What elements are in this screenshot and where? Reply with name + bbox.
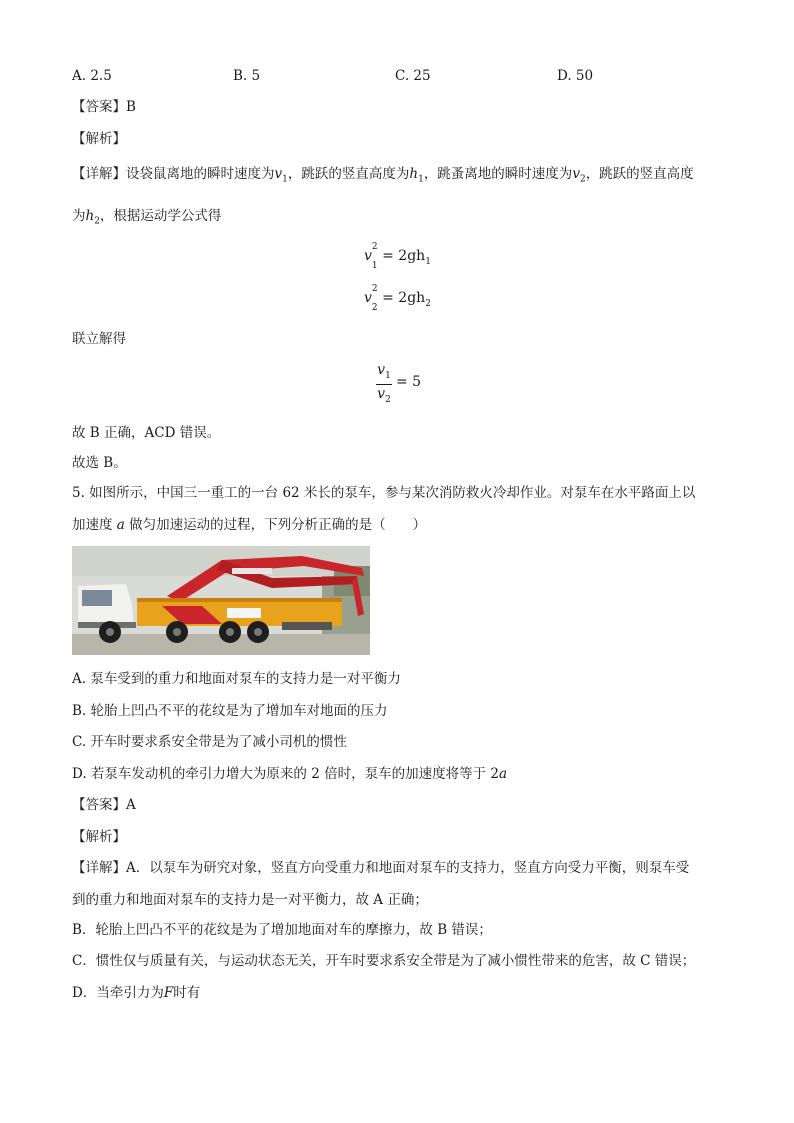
q5-detail-a1: 【详解】A．以泵车为研究对象，竖直方向受重力和地面对泵车的支持力，竖直方向受力平衡，则泵车受 [72, 860, 690, 876]
q4-option-a: A. 2.5 [72, 68, 112, 84]
equation-1: v 2 $_1 = 2gh_1$ [364, 242, 431, 271]
detail-tag: 【详解】 [72, 166, 126, 182]
q5-detail-d: D．当牵引力为F时有 [72, 985, 201, 1001]
var-F: F [163, 985, 174, 1001]
var-v1: $v_1$ [274, 166, 288, 185]
q4-detail-line1: 【详解】设袋鼠离地的瞬时速度为$v_1$，跳跃的竖直高度为$h_1$，跳蚤离地的瞬时速度为$v_2$，跳跃的竖直高度 [72, 166, 694, 185]
var-v2: $v_2$ [572, 166, 586, 185]
q5-option-b: B. 轮胎上凹凸不平的花纹是为了增加车对地面的压力 [72, 703, 388, 719]
pump-truck-illustration [72, 546, 370, 655]
q4-detail-line2: 为$h_2$，根据运动学公式得 [72, 208, 222, 227]
ratio-equation: $v_1$ $v_2$ = 5 [377, 362, 422, 405]
answer-value: B [126, 99, 136, 115]
var-h2: $h_2$ [85, 208, 100, 227]
q5-stem-line1: 5. 如图所示，中国三一重工的一台 62 米长的泵车，参与某次消防救火冷却作业。对泵车在水平路面上以 [72, 485, 696, 501]
q4-option-b: B. 5 [233, 68, 261, 84]
q4-choose: 故选 B。 [72, 455, 127, 471]
solve-text: 联立解得 [72, 331, 126, 347]
var-a: a [116, 517, 125, 533]
q5-analysis-tag: 【解析】 [72, 829, 126, 845]
answer-value: A [126, 797, 136, 813]
q5-detail-b: B．轮胎上凹凸不平的花纹是为了增加地面对车的摩擦力，故 B 错误； [72, 922, 492, 938]
equation-2: v 2 $_2 = 2gh_2$ [364, 284, 431, 313]
answer-tag: 【答案】 [72, 99, 126, 115]
q5-detail-c: C．惯性仅与质量有关，与运动状态无关，开车时要求系安全带是为了减小惯性带来的危害，故 C 错误； [72, 953, 696, 969]
pump-truck-photo [72, 546, 370, 655]
q5-option-c: C. 开车时要求系安全带是为了减小司机的惯性 [72, 734, 347, 750]
q5-detail-a2: 到的重力和地面对泵车的支持力是一对平衡力，故 A 正确； [72, 892, 428, 908]
q5-answer-line: 【答案】A [72, 797, 136, 813]
q4-option-c: C. 25 [395, 68, 431, 84]
q5-stem-line2: 加速度 a 做匀加速运动的过程，下列分析正确的是（ ） [72, 517, 427, 533]
q4-answer-line [72, 97, 136, 117]
q5-option-d: D. 若泵车发动机的牵引力增大为原来的 2 倍时，泵车的加速度将等于 2a [72, 766, 508, 782]
q4-option-d: D. 50 [557, 68, 594, 84]
q4-analysis-tag: 【解析】 [72, 131, 126, 147]
q5-option-a: A. 泵车受到的重力和地面对泵车的支持力是一对平衡力 [72, 671, 401, 687]
var-h1: $h_1$ [409, 166, 424, 185]
q4-conclusion: 故 B 正确，ACD 错误。 [72, 425, 221, 441]
